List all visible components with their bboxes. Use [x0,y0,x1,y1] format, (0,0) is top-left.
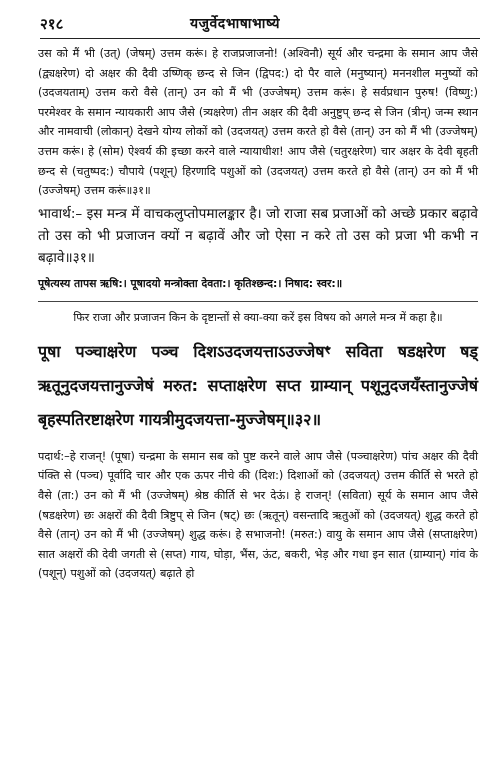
bhavarth-paragraph: भावार्थ:– इस मन्त्र में वाचकलुप्तोपमालङ्कार है। जो राजा सब प्रजाओं को अच्छे प्रकार बढ़ावे तो उस को भी प्रजाजन क्यों न बढ़ावें और जो ऐसा न करे तो उस को प्रजा भी कभी न बढ़ावे॥३१॥ [38,205,478,266]
page-body [38,44,478,584]
running-title: यजुर्वेदभाषाभाष्ये [190,16,280,32]
page-header [40,10,480,38]
section-divider [38,301,478,302]
mantra-metadata: पूषेत्यस्य तापस ऋषि:। पूषादयो मन्त्रोक्ता देवता:। कृतिश्छन्द:। निषाद: स्वर:॥ [38,276,343,290]
commentary-paragraph: उस को मैं भी (उत्) (जेषम्) उत्तम करूं। हे राजप्रजाजनो! (अश्विनौ) सूर्य और चन्द्रमा के समान आप जैसे (द्व्यक्षरेण) दो अक्षर की दैवी उष्णिक् छन्द से जिन (द्विपद:) दो पैर वाले (मनुष्यान्) मननशील मनुष्यों को (उदजयताम्) उत्तम करो वैसे (तान्) उन को मैं भी (उज्जेषम्) उत्तम करूं। हे सर्वप्रधान पुरुष! (विष्णु:) परमेश्वर के समान न्यायकारी आप जैसे (त्र्यक्षरेण) तीन अक्षर की दैवी अनुष्टुप् छन्द से जिन (त्रीन्) जन्म स्थान और नामवाची (लोकान्) देखने योग्य लोकों को (उदजयत्) उत्तम करते हो वैसे (तान्) उन को मैं भी (उज्जेषम्) उत्तम करूं। हे (सोम) ऐश्वर्य की इच्छा करने वाले न्यायाधीश! आप जैसे (चतुरक्षरेण) चार अक्षर के देवी बृहती छन्द से (चतुष्पद:) चौपाये (पशून्) हिरणादि पशुओं को (उदजयत्) उत्तम करते हो वैसे (तान्) उन को मैं भी (उज्जेषम्) उत्तम करूं॥३१॥ [38,47,478,198]
padarth-paragraph: पदार्थ:–हे राजन्! (पूषा) चन्द्रमा के समान सब को पुष्ट करने वाले आप जैसे (पञ्चाक्षरेण) पांच अक्षर की दैवी पंक्ति से (पञ्च) पूर्वादि चार और एक ऊपर नीचे की (दिश:) दिशाओं को (उदजयत्) उत्तम कीर्ति से भरते हो वैसे (ता:) उन को मैं भी (उज्जेषम्) श्रेष्ठ कीर्ति से भर देऊं। हे राजन्! (सविता) सूर्य के समान आप जैसे (षडक्षरेण) छः अक्षरों की दैवी त्रिष्टुप् से जिन (षट्) छः (ऋतून्) वसन्तादि ऋतुओं को (उदजयत्) शुद्ध करते हो वैसे (तान्) उन को मैं भी (उज्जेषम्) शुद्ध करूं। हे सभाजनो! (मरुत:) वायु के समान आप जैसे (सप्ताक्षरेण) सात अक्षरों की देवी जगती से (सप्त) गाय, घोड़ा, भैंस, ऊंट, बकरी, भेड़ और गधा इन सात (ग्राम्यान्) गांव के (पशून्) पशुओं को (उदजयत्) बढ़ाते हो [38,449,478,581]
mantra-intro: फिर राजा और प्रजाजन किन के दृष्टान्तों से क्या-क्या करें इस विषय को अगले मन्त्र में कहा है॥ [73,310,443,324]
mantra-text: पूषा पञ्चाक्षरेण पञ्च दिशऽउदजयत्ताऽउज्जेषꣳ सविता षडक्षरेण षड् ऋतूनुदजयत्तानुज्जेषं मरुत: सप्ताक्षरेण सप्त ग्राम्यान् पशूनुदजयँस्तानुज्जेषं बृहस्पतिरष्टाक्षरेण गायत्रीमुदजयत्ता-मुज्जेषम्॥३२॥ [38,341,478,429]
page-number: २१८ [40,15,64,33]
header-rule [40,38,480,39]
